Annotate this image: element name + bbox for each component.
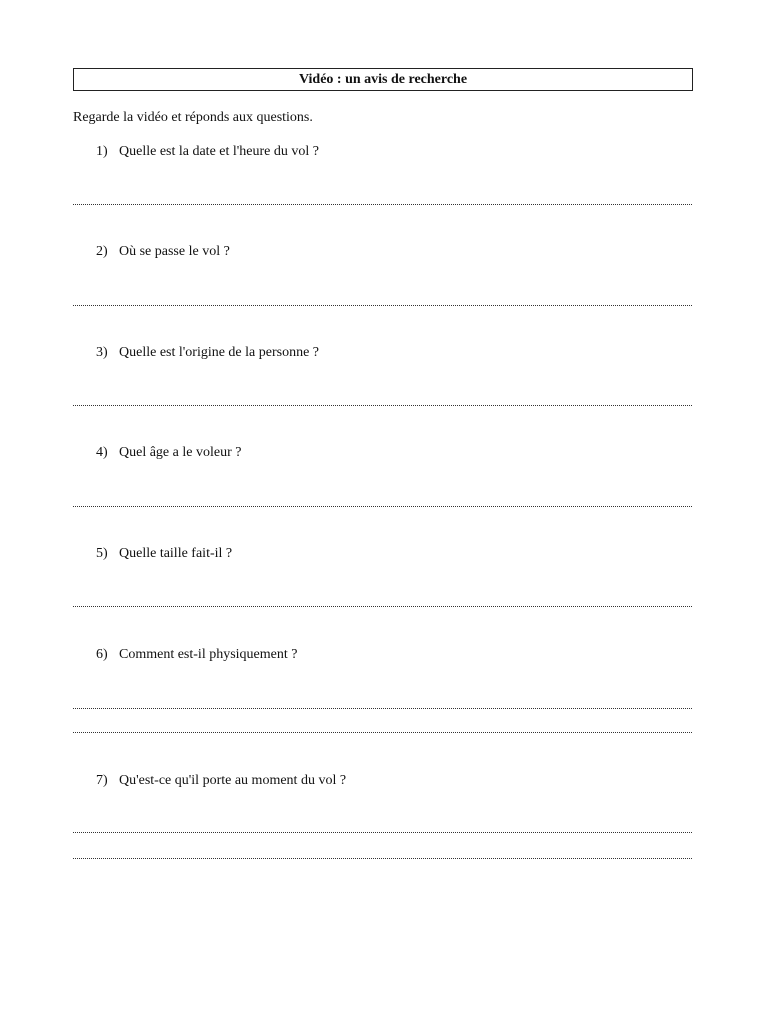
question-5 — [96, 546, 232, 562]
question-text: Où se passe le vol ? — [119, 244, 230, 259]
answer-line-6a[interactable] — [73, 708, 692, 709]
question-number: 7) — [96, 773, 108, 788]
answer-line-1[interactable] — [73, 204, 692, 205]
question-text: Quelle est la date et l'heure du vol ? — [119, 144, 319, 159]
question-3 — [96, 345, 319, 361]
answer-line-3[interactable] — [73, 405, 692, 406]
answer-line-4[interactable] — [73, 506, 692, 507]
question-text: Quel âge a le voleur ? — [119, 445, 242, 460]
answer-line-2[interactable] — [73, 305, 692, 306]
question-text: Qu'est-ce qu'il porte au moment du vol ? — [119, 773, 347, 788]
question-number: 4) — [96, 445, 108, 460]
question-6 — [96, 647, 297, 663]
question-text: Quelle est l'origine de la personne ? — [119, 345, 320, 360]
answer-line-7a[interactable] — [73, 832, 692, 833]
question-2 — [96, 244, 230, 260]
worksheet-title: Vidéo : un avis de recherche — [298, 71, 468, 87]
question-1 — [96, 144, 319, 160]
question-text: Quelle taille fait-il ? — [119, 546, 233, 561]
question-4 — [96, 445, 241, 461]
question-number: 3) — [96, 345, 108, 360]
question-number: 6) — [96, 647, 108, 662]
answer-line-6b[interactable] — [73, 732, 692, 733]
question-number: 1) — [96, 144, 108, 159]
answer-line-5[interactable] — [73, 606, 692, 607]
question-number: 2) — [96, 244, 108, 259]
instruction-text: Regarde la vidéo et réponds aux questions. — [73, 110, 313, 125]
worksheet-title-box — [73, 68, 693, 91]
question-number: 5) — [96, 546, 108, 561]
question-text: Comment est-il physiquement ? — [119, 647, 298, 662]
answer-line-7b[interactable] — [73, 858, 692, 859]
question-7 — [96, 773, 346, 789]
